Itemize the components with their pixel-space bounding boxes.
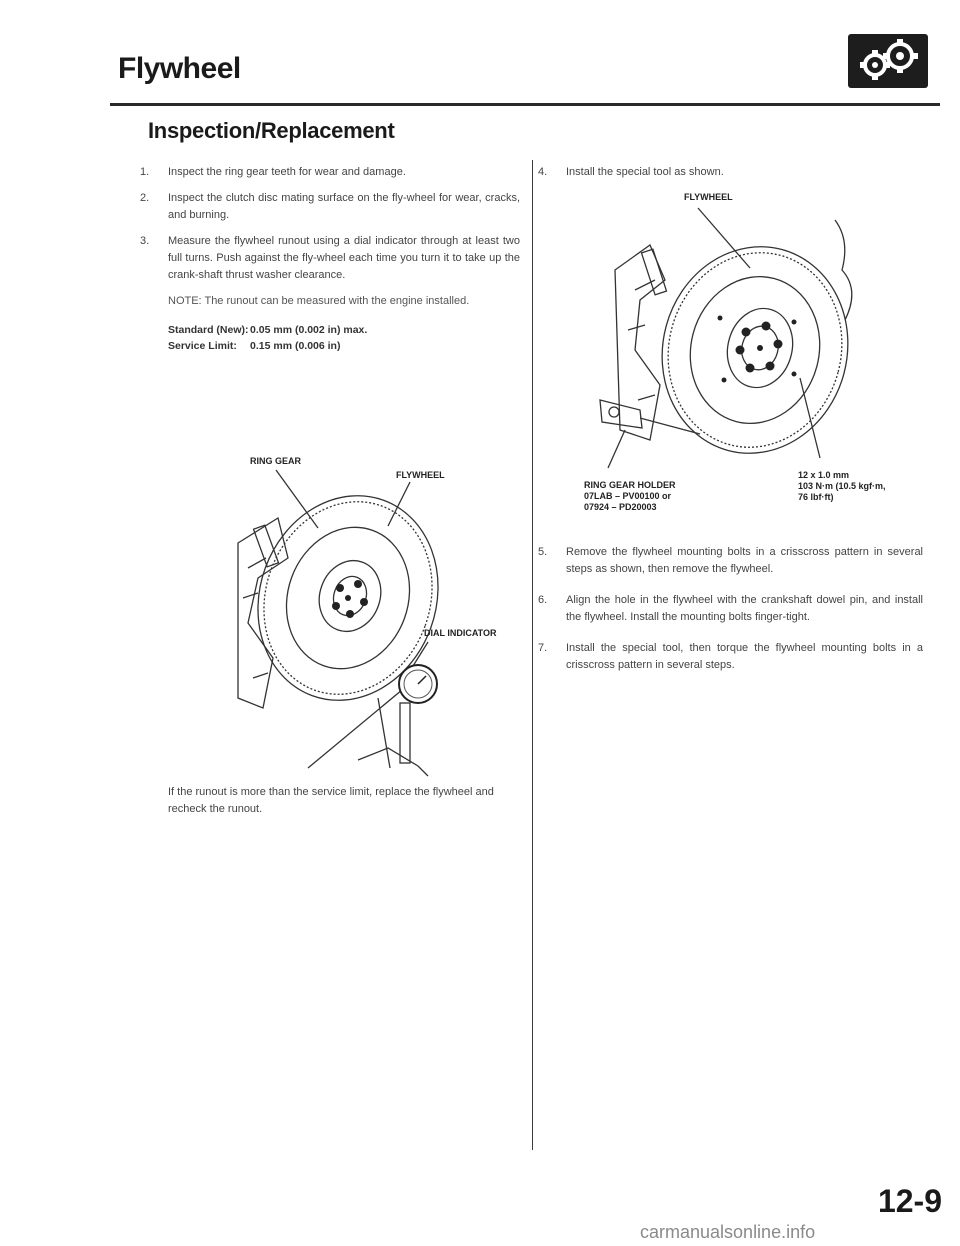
step-6 (538, 592, 923, 626)
step-text: Install the special tool, then torque the flywheel mounting bolts in a crisscross pattern in several steps. (566, 642, 923, 671)
spec-service-limit (168, 338, 520, 354)
bolt-torque-imperial: 76 lbf·ft) (798, 492, 834, 502)
gears-icon (848, 34, 928, 88)
step-text: Measure the flywheel runout using a dial indicator through at least two full turns. Push against the fly-wheel each time you turn it to take up the crank-shaft thrust washer clearance. (168, 235, 520, 281)
bolt-torque-label (798, 470, 886, 503)
step-text: Inspect the clutch disc mating surface on the fly-wheel for wear, cracks, and burning. (168, 192, 520, 221)
dial-indicator-label: DIAL INDICATOR (424, 628, 497, 638)
flywheel-label: FLYWHEEL (396, 470, 445, 480)
page-number: 12-9 (877, 1183, 942, 1219)
step-3 (140, 233, 520, 284)
holder-part-2: 07924 – PD20003 (584, 502, 657, 512)
step-text: Remove the flywheel mounting bolts in a crisscross pattern in several steps as shown, then remove the flywheel. (566, 546, 923, 575)
step-number: 1. (140, 166, 150, 178)
step-text: Align the hole in the flywheel with the crankshaft dowel pin, and install the flywheel. Install the mounting bolts finger-tight. (566, 594, 923, 623)
step-number: 7. (538, 642, 548, 654)
step-number: 3. (140, 235, 150, 247)
right-column-bottom (538, 544, 923, 683)
column-divider (532, 160, 533, 1150)
step-number: 6. (538, 594, 548, 606)
step-text: Inspect the ring gear teeth for wear and damage. (168, 166, 406, 178)
runout-note: NOTE: The runout can be measured with the engine installed. (168, 295, 470, 307)
right-column-top (538, 164, 923, 190)
section-title: Inspection/Replacement (148, 118, 395, 143)
step-2 (140, 190, 520, 224)
spec-standard (168, 322, 520, 338)
spec-key: Service Limit: (168, 340, 237, 352)
holder-name: RING GEAR HOLDER (584, 480, 676, 490)
ring-gear-label: RING GEAR (250, 456, 302, 466)
holder-part-1: 07LAB – PV00100 or (584, 491, 672, 501)
figure-dial-indicator (218, 448, 498, 778)
watermark: carmanualsonline.info (640, 1222, 816, 1242)
step-5 (538, 544, 923, 578)
flywheel-label-2: FLYWHEEL (684, 192, 733, 202)
step-number: 5. (538, 546, 548, 558)
flywheel-runout-illustration (218, 448, 498, 778)
step-4 (538, 164, 923, 181)
figure-ring-gear-holder (580, 190, 920, 525)
step-number: 4. (538, 166, 548, 178)
spec-key: Standard (New): (168, 324, 249, 336)
bolt-torque-metric: 103 N·m (10.5 kgf·m, (798, 481, 886, 491)
spec-value: 0.05 mm (0.002 in) max. (250, 324, 368, 336)
step-number: 2. (140, 192, 150, 204)
runout-followup-text: If the runout is more than the service limit, replace the flywheel and recheck the runout. (168, 786, 494, 815)
ring-gear-holder-label (584, 480, 676, 513)
left-column (140, 164, 520, 354)
step-7 (538, 640, 923, 674)
step-text: Install the special tool as shown. (566, 166, 724, 178)
page-title: Flywheel (118, 52, 241, 85)
header-rule (110, 103, 940, 106)
spec-value: 0.15 mm (0.006 in) (250, 340, 341, 352)
step-1 (140, 164, 520, 181)
bolt-size: 12 x 1.0 mm (798, 470, 850, 480)
